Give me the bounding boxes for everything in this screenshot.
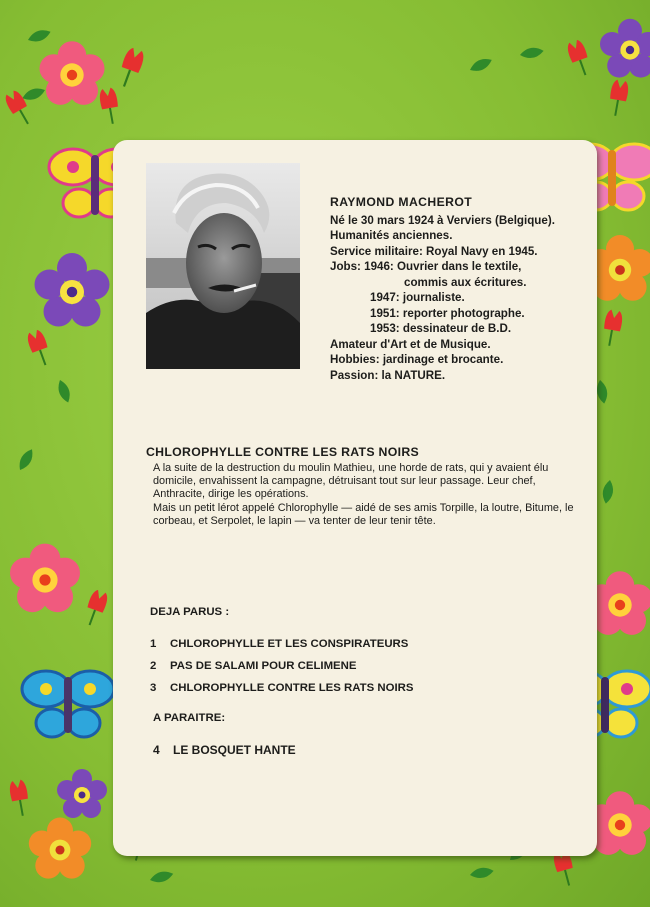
bio-line: commis aux écritures. <box>404 275 527 289</box>
bio-line: Jobs: 1946: Ouvrier dans le textile, <box>330 260 522 273</box>
butterfly-icon <box>22 671 114 737</box>
item-number: 1 <box>150 638 157 650</box>
list-item <box>153 743 296 757</box>
bio-line: Humanités anciennes. <box>330 229 453 242</box>
bio-line: 1951: reporter photographe. <box>370 306 525 320</box>
item-number: 2 <box>150 660 157 672</box>
summary-paragraph: A la suite de la destruction du moulin Mathieu, une horde de rats, qui y avaient élu domicile, envahissent la campagne, détruisant tout sur leur passage. Leur chef, Anthracite, dirige les opérations. <box>153 462 549 501</box>
flower-top-left <box>3 27 147 128</box>
summary-paragraph: Mais un petit lérot appelé Chlorophylle — aidé de ses amis Torpille, la loutre, Bitume, le corbeau, et Serpolet, le lapin — va tenter de leur tenir tête. <box>153 501 574 527</box>
item-title: LE BOSQUET HANTE <box>173 743 296 757</box>
bio-line: Passion: la NATURE. <box>330 368 446 382</box>
summary-title: CHLOROPHYLLE CONTRE LES RATS NOIRS <box>146 445 419 459</box>
list-item <box>150 638 408 650</box>
published-heading: DEJA PARUS : <box>150 606 230 618</box>
bio-line: Service militaire: Royal Navy en 1945. <box>330 244 538 258</box>
list-item <box>150 682 413 694</box>
item-number: 3 <box>150 682 157 694</box>
bio-line: Amateur d'Art et de Musique. <box>330 337 491 351</box>
item-number: 4 <box>153 743 160 757</box>
bio-line: 1953: dessinateur de B.D. <box>370 322 512 335</box>
author-photo <box>146 163 300 369</box>
bio-line: Né le 30 mars 1924 à Verviers (Belgique). <box>330 213 555 227</box>
item-title: PAS DE SALAMI POUR CELIMENE <box>170 660 357 672</box>
author-bio <box>330 195 600 383</box>
item-title: CHLOROPHYLLE ET LES CONSPIRATEURS <box>170 638 409 650</box>
bio-line: 1947: journaliste. <box>370 291 465 304</box>
story-summary <box>146 445 586 528</box>
author-name: RAYMOND MACHEROT <box>330 195 473 209</box>
list-item <box>150 660 356 672</box>
bio-line: Hobbies: jardinage et brocante. <box>330 353 504 366</box>
upcoming-heading: A PARAITRE: <box>153 712 226 724</box>
item-title: CHLOROPHYLLE CONTRE LES RATS NOIRS <box>170 682 414 694</box>
